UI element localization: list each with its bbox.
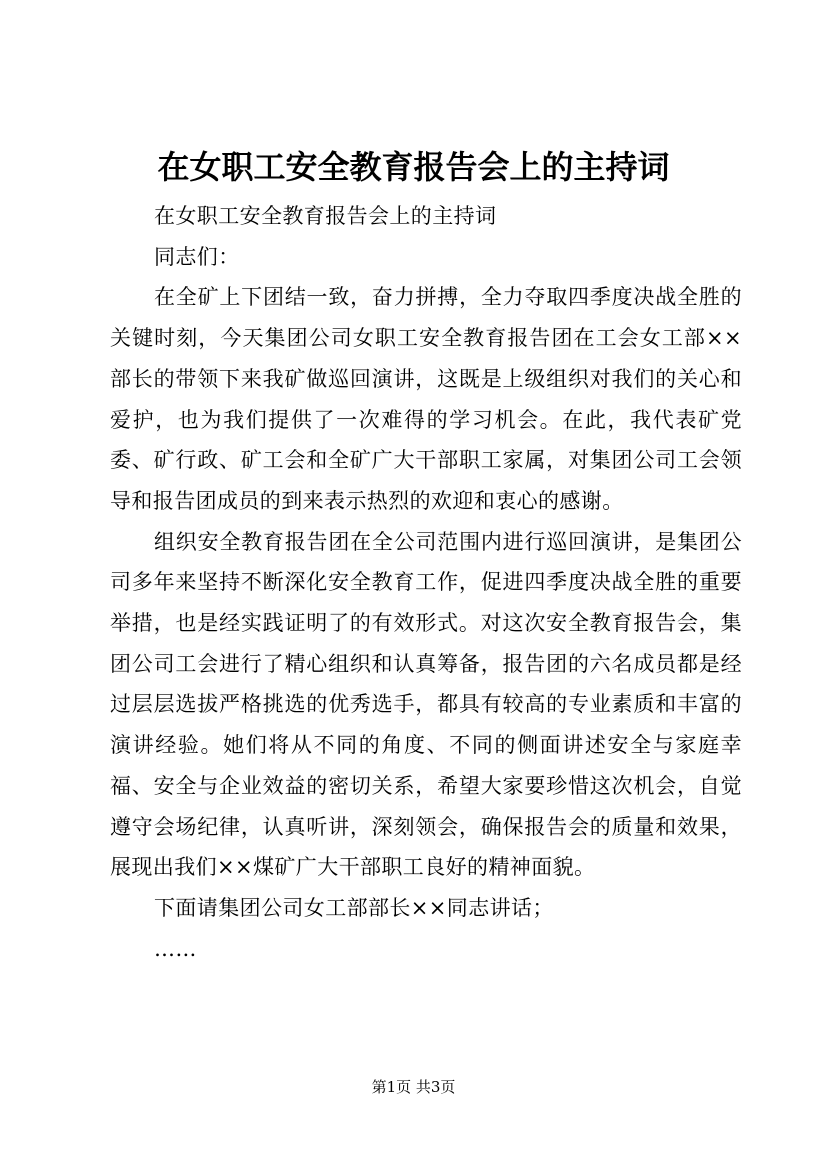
document-title: 在女职工安全教育报告会上的主持词 (157, 148, 670, 186)
paragraph-introduction: 下面请集团公司女工部部长××同志讲话； (154, 895, 554, 920)
paragraph-opening: 在全矿上下团结一致，奋力拼搏，全力夺取四季度决战全胜的关键时刻，今天集团公司女职工安全教育报告团在工会女工部××部长的带领下来我矿做巡回演讲，这既是上级组织对我们的关心和爱护，也为我们提供了一次难得的学习机会。在此，我代表矿党委、矿行政、矿工会和全矿广大干部职工家属，对集团公司工会领导和报告团成员的到来表示热烈的欢迎和衷心的感谢。 (110, 285, 742, 513)
document-body (110, 196, 742, 969)
paragraph-subtitle: 在女职工安全教育报告会上的主持词 (154, 204, 497, 228)
page-footer: 第1页 共3页 (371, 1078, 456, 1096)
paragraph-ellipsis: …… (154, 936, 197, 961)
paragraph-body: 组织安全教育报告团在全公司范围内进行巡回演讲，是集团公司多年来坚持不断深化安全教育工作，促进四季度决战全胜的重要举措，也是经实践证明了的有效形式。对这次安全教育报告会，集团公司工会进行了精心组织和认真筹备，报告团的六名成员都是经过层层选拔严格挑选的优秀选手，都具有较高的专业素质和丰富的演讲经验。她们将从不同的角度、不同的侧面讲述安全与家庭幸福、安全与企业效益的密切关系，希望大家要珍惜这次机会，自觉遵守会场纪律，认真听讲，深刻领会，确保报告会的质量和效果，展现出我们××煤矿广大干部职工良好的精神面貌。 (110, 529, 742, 880)
paragraph-salutation: 同志们： (154, 244, 240, 269)
